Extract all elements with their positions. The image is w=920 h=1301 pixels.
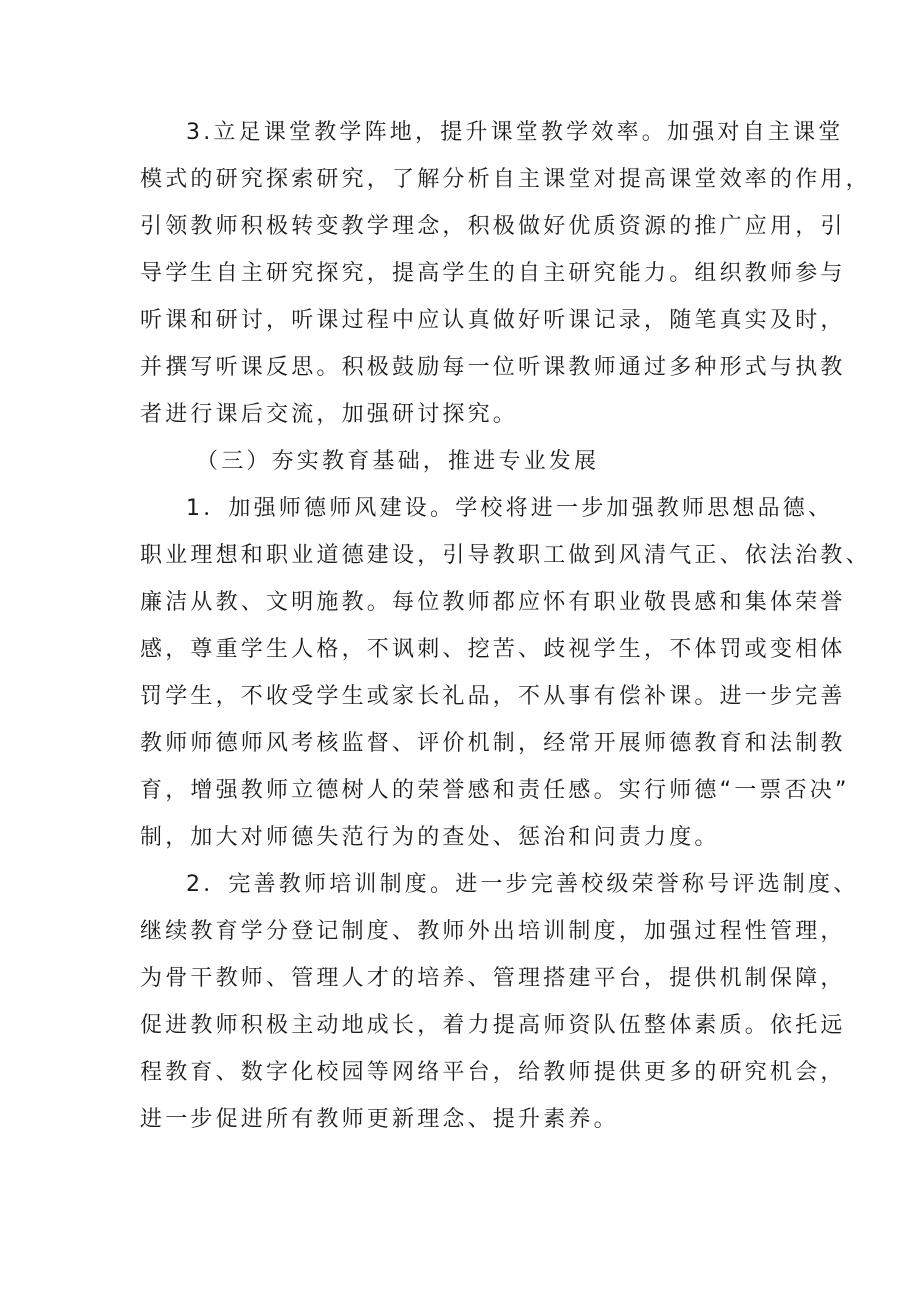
para-1-line-6: 教师师德师风考核监督、评价机制，经常开展师德教育和法制教: [140, 731, 846, 756]
para-3-line-1: 3.立足课堂教学阵地，提升课堂教学效率。加强对自主课堂: [186, 120, 844, 145]
section-heading: （三）夯实教育基础，推进专业发展: [196, 449, 600, 474]
para-2-line-5: 程教育、数字化校园等网络平台，给教师提供更多的研究机会，: [140, 1060, 846, 1085]
para-2-line-4: 促进教师积极主动地成长，着力提高师资队伍整体素质。依托远: [140, 1013, 846, 1038]
para-3-line-5: 听课和研讨，听课过程中应认真做好听课记录，随笔真实及时，: [140, 308, 846, 333]
para-3-line-3: 引领教师积极转变教学理念，积极做好优质资源的推广应用，引: [140, 214, 846, 239]
para-1-line-4: 感，尊重学生人格，不讽刺、挖苦、歧视学生，不体罚或变相体: [140, 637, 846, 662]
para-3-line-4: 导学生自主研究探究，提高学生的自主研究能力。组织教师参与: [140, 261, 846, 286]
para-1-line-5: 罚学生，不收受学生或家长礼品，不从事有偿补课。进一步完善: [140, 684, 846, 709]
para-3-line-2: 模式的研究探索研究，了解分析自主课堂对提高课堂效率的作用，: [140, 167, 871, 192]
para-3-line-7: 者进行课后交流，加强研讨探究。: [140, 402, 519, 427]
para-1-line-7: 育，增强教师立德树人的荣誉感和责任感。实行师德“一票否决”: [140, 778, 850, 803]
para-3-line-6: 并撰写听课反思。积极鼓励每一位听课教师通过多种形式与执教: [140, 355, 846, 380]
para-2-line-3: 为骨干教师、管理人才的培养、管理搭建平台，提供机制保障，: [140, 966, 846, 991]
para-2-line-1: 2．完善教师培训制度。进一步完善校级荣誉称号评选制度、: [186, 872, 859, 897]
para-1-line-8: 制，加大对师德失范行为的查处、惩治和问责力度。: [140, 825, 720, 850]
para-1-line-2: 职业理想和职业道德建设，引导教职工做到风清气正、依法治教、: [140, 543, 871, 568]
para-2-line-2: 继续教育学分登记制度、教师外出培训制度，加强过程性管理，: [140, 919, 846, 944]
para-2-line-6: 进一步促进所有教师更新理念、提升素养。: [140, 1107, 619, 1132]
para-1-line-3: 廉洁从教、文明施教。每位教师都应怀有职业敬畏感和集体荣誉: [140, 590, 846, 615]
para-1-line-1: 1．加强师德师风建设。学校将进一步加强教师思想品德、: [186, 496, 834, 521]
